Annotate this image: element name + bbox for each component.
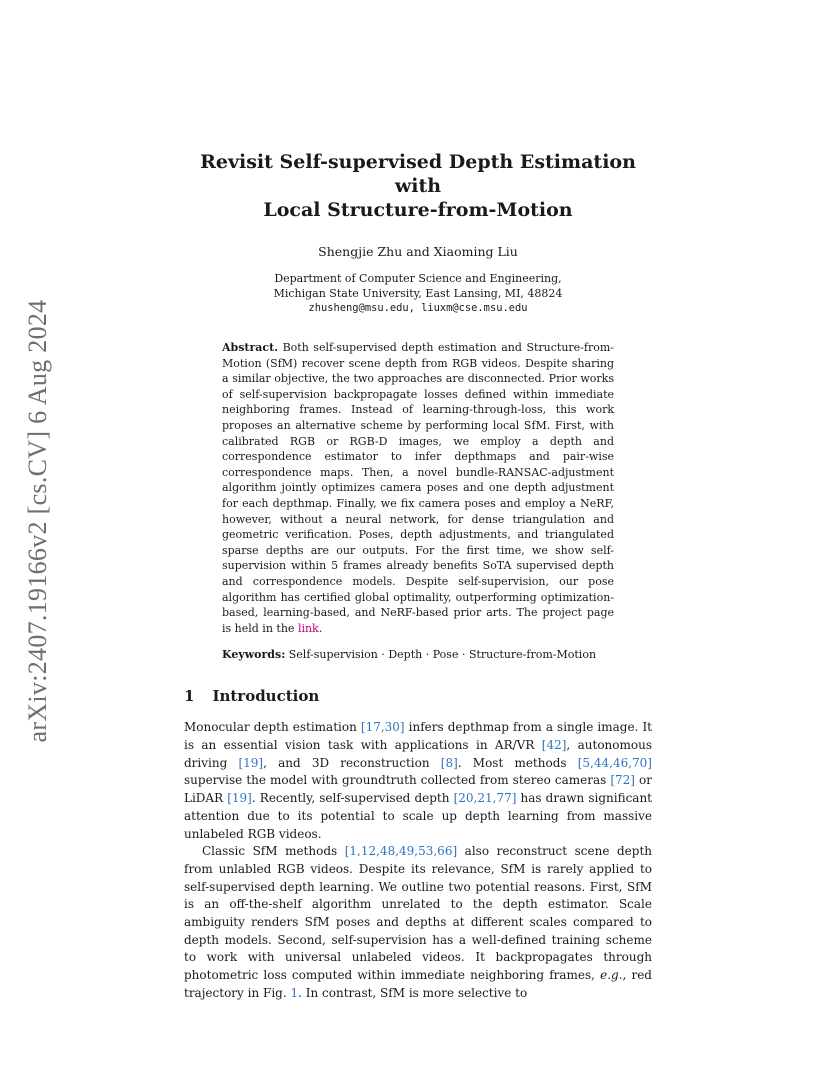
citation-link[interactable]: [19]	[227, 791, 252, 806]
affiliation-university: Michigan State University, East Lansing, MI, 48824	[273, 287, 563, 300]
citation-link[interactable]: [20,21,77]	[453, 791, 517, 806]
abstract-label: Abstract.	[222, 341, 279, 354]
text-run: supervise the model with groundtruth collected from stereo cameras	[184, 773, 611, 788]
arxiv-identifier-stamp	[16, 286, 60, 756]
keywords	[222, 648, 614, 661]
keywords-label: Keywords:	[222, 648, 286, 662]
text-run: . Recently, self-supervised depth	[251, 791, 454, 806]
emphasis-eg: e.g.	[600, 968, 623, 983]
introduction-body	[184, 719, 652, 1002]
section-number: 1	[184, 687, 195, 706]
citation-link[interactable]: [5,44,46,70]	[577, 755, 652, 770]
introduction-paragraph-1	[184, 719, 652, 843]
email-link-1[interactable]: zhusheng@msu.edu	[308, 302, 409, 314]
abstract-body: Both self-supervised depth estimation and Structure-from-Motion (SfM) recover scene depth from RGB videos. Despite sharing a similar objective, the two approaches are disconnected. Prior works of self-supervision backpropagate losses defined within immediate neighboring frames. Instead of learning-through-loss, this work proposes an alternative scheme by performing local SfM. First, with calibrated RGB or RGB-D images, we employ a depth and correspondence estimator to infer depthmaps and pair-wise correspondence maps. Then, a novel bundle-RANSAC-adjustment algorithm jointly optimizes camera poses and one depth adjustment for each depthmap. Finally, we fix camera poses and employ a NeRF, however, without a neural network, for dense triangulation and geometric verification. Poses, depth adjustments, and triangulated sparse depths are our outputs. For the first time, we show self-supervision within 5 frames already benefits SoTA supervised depth and correspondence models. Despite self-supervision, our pose algorithm has certified global optimality, outperforming optimization-based, learning-based, and NeRF-based prior arts. The project page is held in the	[222, 341, 614, 635]
text-run: has drawn significant attention due to its potential to scale up depth learning from massive unlabeled RGB videos.	[184, 791, 652, 841]
text-run: infers depthmap from a single image. It is an essential vision task with applications in AR/VR	[184, 720, 653, 752]
introduction-paragraph-2	[184, 843, 652, 1002]
citation-link[interactable]: [1,12,48,49,53,66]	[344, 844, 458, 859]
figure-reference-link[interactable]: 1	[290, 985, 299, 1000]
text-run: also reconstruct scene depth from unlabled RGB videos. Despite its relevance, SfM is rarely applied to self-supervised depth learning. We outline two potential reasons. First, SfM is an off-the-shelf algorithm unrelated to the depth estimator. Scale ambiguity renders SfM poses and depths at different scales compared to depth models. Second, self-supervision has a well-defined training scheme to work with universal unlabeled videos. It backpropagates through photometric loss computed within immediate neighboring frames,	[184, 844, 652, 983]
citation-link[interactable]: [19]	[238, 755, 264, 770]
text-run: Classic SfM methods	[202, 844, 345, 859]
arxiv-identifier-text: arXiv:2407.19166v2 [cs.CV] 6 Aug 2024	[23, 299, 52, 743]
text-run: Monocular depth estimation	[184, 720, 361, 735]
text-run: . Most methods	[457, 755, 578, 770]
paper-first-page	[184, 150, 652, 1003]
citation-link[interactable]: [17,30]	[360, 720, 405, 735]
text-run: , autonomous driving	[184, 737, 652, 770]
affiliation	[184, 271, 652, 316]
section-title: Introduction	[212, 687, 320, 706]
affiliation-department: Department of Computer Science and Engineering,	[274, 272, 562, 285]
section-heading-introduction	[184, 687, 652, 705]
keywords-list: Self-supervision · Depth · Pose · Structure-from-Motion	[288, 648, 597, 662]
text-run: . In contrast, SfM is more selective to	[298, 985, 528, 1000]
text-run: or LiDAR	[184, 773, 652, 806]
paper-title	[184, 150, 652, 222]
title-line-1: Revisit Self-supervised Depth Estimation with	[200, 151, 636, 197]
citation-link[interactable]: [8]	[440, 755, 458, 770]
citation-link[interactable]: [72]	[610, 773, 635, 788]
citation-link[interactable]: [42]	[541, 737, 567, 752]
abstract: Abstract. Both self-supervised depth estimation and Structure-from-Motion (SfM) recover scene depth from RGB videos. Despite sharing a similar objective, the two approaches are disconnected. Prior works of self-supervision backpropagate losses defined within immediate neighboring frames. Instead of learning-through-loss, this work proposes an alternative scheme by performing local SfM. First, with calibrated RGB or RGB-D images, we employ a depth and correspondence estimator to infer depthmaps and pair-wise correspondence maps. Then, a novel bundle-RANSAC-adjustment algorithm jointly optimizes camera poses and one depth adjustment for each depthmap. Finally, we fix camera poses and employ a NeRF, however, without a neural network, for dense triangulation and geometric verification. Poses, depth adjustments, and triangulated sparse depths are our outputs. For the first time, we show self-supervision within 5 frames already benefits SoTA supervised depth and correspondence models. Despite self-supervision, our pose algorithm has certified global optimality, outperforming optimization-based, learning-based, and NeRF-based prior arts. The project page is held in the link.	[222, 341, 614, 635]
email-link-2[interactable]: liuxm@cse.msu.edu	[421, 302, 528, 314]
text-run: , red trajectory in Fig.	[184, 968, 652, 1000]
author-list: Shengjie Zhu and Xiaoming Liu	[318, 244, 518, 259]
title-line-2: Local Structure-from-Motion	[263, 199, 573, 221]
project-page-link[interactable]: link	[297, 621, 319, 635]
author-emails: zhusheng@msu.edu, liuxm@cse.msu.edu	[308, 302, 528, 314]
text-run: , and 3D reconstruction	[263, 755, 441, 770]
